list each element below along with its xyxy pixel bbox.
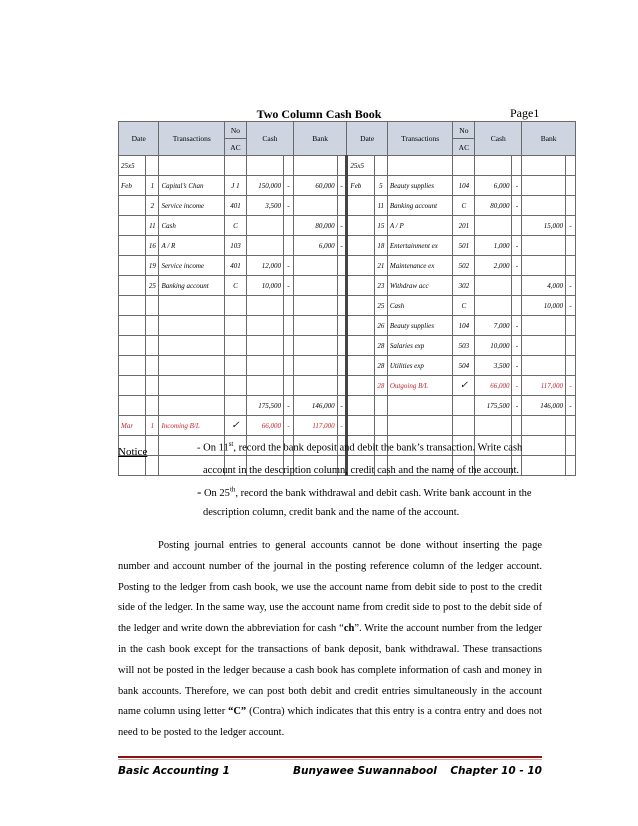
credit-bank-cents-cell <box>566 356 576 376</box>
credit-cash-amount-cell <box>475 156 512 176</box>
credit-description-cell: Beauty supplies <box>387 316 453 336</box>
credit-date-day-cell <box>374 396 387 416</box>
debit-bank-cents-cell <box>337 276 347 296</box>
debit-date-day-cell: 11 <box>146 216 159 236</box>
credit-bank-amount-cell <box>522 456 566 476</box>
debit-description-cell: A / R <box>159 236 225 256</box>
debit-bank-amount-cell <box>293 376 337 396</box>
credit-description-cell <box>387 416 453 436</box>
header-date-left: Date <box>119 122 159 156</box>
debit-ref-cell: C <box>225 276 247 296</box>
debit-date-month-cell <box>119 336 146 356</box>
credit-date-day-cell: 15 <box>374 216 387 236</box>
credit-bank-amount-cell <box>522 436 566 456</box>
debit-cash-amount-cell: 10,000 <box>246 276 283 296</box>
debit-bank-cents-cell: - <box>337 416 347 436</box>
debit-bank-cents-cell: - <box>337 216 347 236</box>
paragraph-bold-ch: ch <box>343 623 355 635</box>
debit-date-day-cell <box>146 376 159 396</box>
debit-cash-amount-cell <box>246 316 283 336</box>
footer-rule-light <box>118 759 542 760</box>
credit-cash-amount-cell <box>475 276 512 296</box>
debit-description-cell <box>159 316 225 336</box>
credit-bank-cents-cell <box>566 156 576 176</box>
debit-description-cell: Capital’s Chan <box>159 176 225 196</box>
debit-description-cell: Incoming B/L <box>159 416 225 436</box>
debit-bank-amount-cell <box>293 316 337 336</box>
debit-date-day-cell <box>146 436 159 456</box>
debit-cash-amount-cell <box>246 216 283 236</box>
credit-bank-cents-cell <box>566 436 576 456</box>
notice-item-2-start: On 25 <box>203 488 230 499</box>
debit-ref-cell <box>225 316 247 336</box>
debit-description-cell <box>159 376 225 396</box>
paragraph-part-2: ”. Write the account number from the ledger in the cash book except for the transactions of bank deposit, bank withdrawal. These transactions will not be posted in the ledger because a cash book has complete information of cash and money in bank accounts. Therefore, we can post both debit and credit entries simultaneously in the account name column using letter <box>118 623 542 718</box>
credit-bank-amount-cell <box>522 356 566 376</box>
debit-ref-cell: ✓ <box>225 416 247 436</box>
notice-item-1-start: - On 11 <box>197 442 229 454</box>
debit-date-day-cell <box>146 156 159 176</box>
credit-bank-cents-cell: - <box>566 396 576 416</box>
header-no-left: No <box>225 122 247 139</box>
debit-cash-amount-cell <box>246 236 283 256</box>
debit-ref-cell <box>225 156 247 176</box>
credit-date-month-cell <box>347 296 374 316</box>
credit-cash-cents-cell: - <box>512 336 522 356</box>
page-footer <box>118 765 542 781</box>
credit-bank-cents-cell: - <box>566 376 576 396</box>
debit-ref-cell <box>225 336 247 356</box>
debit-cash-cents-cell: - <box>284 196 294 216</box>
debit-cash-cents-cell: - <box>284 416 294 436</box>
credit-date-month-cell <box>347 196 374 216</box>
credit-date-month-cell <box>347 336 374 356</box>
credit-description-cell: A / P <box>387 216 453 236</box>
debit-cash-amount-cell <box>246 376 283 396</box>
credit-cash-cents-cell: - <box>512 176 522 196</box>
credit-bank-cents-cell <box>566 456 576 476</box>
debit-cash-cents-cell <box>284 336 294 356</box>
credit-ref-cell: C <box>453 196 475 216</box>
debit-date-month-cell <box>119 356 146 376</box>
debit-ref-cell: 103 <box>225 236 247 256</box>
debit-bank-amount-cell <box>293 256 337 276</box>
credit-ref-cell: C <box>453 296 475 316</box>
notice-item-2 <box>197 484 532 500</box>
credit-date-day-cell: 28 <box>374 376 387 396</box>
table-row <box>119 256 576 276</box>
paragraph-bold-c: “C” <box>228 706 247 718</box>
credit-cash-amount-cell: 175,500 <box>475 396 512 416</box>
debit-date-day-cell: 25 <box>146 276 159 296</box>
debit-cash-cents-cell <box>284 356 294 376</box>
debit-ref-cell: 401 <box>225 196 247 216</box>
credit-bank-amount-cell: 15,000 <box>522 216 566 236</box>
debit-bank-amount-cell <box>293 296 337 316</box>
credit-ref-cell: 104 <box>453 176 475 196</box>
debit-cash-amount-cell: 66,000 <box>246 416 283 436</box>
debit-cash-cents-cell <box>284 216 294 236</box>
credit-cash-cents-cell <box>512 416 522 436</box>
credit-ref-cell: 201 <box>453 216 475 236</box>
posting-paragraph <box>118 536 542 744</box>
debit-description-cell: Service income <box>159 256 225 276</box>
debit-cash-cents-cell <box>284 236 294 256</box>
credit-cash-cents-cell: - <box>512 396 522 416</box>
credit-date-day-cell: 21 <box>374 256 387 276</box>
debit-cash-cents-cell <box>284 156 294 176</box>
debit-description-cell: Cash <box>159 216 225 236</box>
debit-date-day-cell <box>146 296 159 316</box>
paragraph-part-3: (Contra) which indicates that this entry is a contra entry and does not need to be posted to the ledger account. <box>118 706 542 739</box>
credit-date-month-cell <box>347 376 374 396</box>
credit-date-month-cell: 25x5 <box>347 156 374 176</box>
debit-date-day-cell <box>146 316 159 336</box>
debit-bank-amount-cell <box>293 156 337 176</box>
credit-cash-cents-cell: - <box>512 256 522 276</box>
table-row <box>119 296 576 316</box>
credit-bank-amount-cell <box>522 336 566 356</box>
debit-description-cell <box>159 396 225 416</box>
footer-rule <box>118 756 542 758</box>
credit-bank-amount-cell: 10,000 <box>522 296 566 316</box>
debit-date-day-cell <box>146 336 159 356</box>
table-row <box>119 216 576 236</box>
credit-description-cell: Withdraw acc <box>387 276 453 296</box>
credit-bank-cents-cell: - <box>566 276 576 296</box>
credit-date-month-cell <box>347 356 374 376</box>
credit-description-cell: Salaries exp <box>387 336 453 356</box>
page-number: Page1 <box>510 106 540 120</box>
header-transactions-right: Transactions <box>387 122 453 156</box>
credit-cash-cents-cell <box>512 296 522 316</box>
credit-description-cell: Entertainment ex <box>387 236 453 256</box>
credit-ref-cell <box>453 396 475 416</box>
credit-cash-cents-cell: - <box>512 236 522 256</box>
debit-bank-cents-cell: - <box>337 176 347 196</box>
page-title: Two Column Cash Book <box>256 107 382 121</box>
credit-description-cell: Utilities exp <box>387 356 453 376</box>
debit-description-cell <box>159 336 225 356</box>
cash-book-table <box>118 121 576 476</box>
debit-date-month-cell: Feb <box>119 176 146 196</box>
debit-ref-cell <box>225 296 247 316</box>
table-row <box>119 276 576 296</box>
table-row <box>119 176 576 196</box>
debit-bank-amount-cell <box>293 276 337 296</box>
credit-cash-amount-cell <box>475 296 512 316</box>
credit-ref-cell: 504 <box>453 356 475 376</box>
credit-bank-amount-cell <box>522 236 566 256</box>
credit-cash-cents-cell <box>512 156 522 176</box>
debit-date-day-cell <box>146 456 159 476</box>
notice-item-1-line-2: account in the description column, credit cash and the name of the account. <box>203 465 520 476</box>
credit-ref-cell: 502 <box>453 256 475 276</box>
credit-bank-amount-cell: 4,000 <box>522 276 566 296</box>
debit-ref-cell <box>225 376 247 396</box>
header-date-right: Date <box>347 122 387 156</box>
credit-date-month-cell <box>347 236 374 256</box>
debit-cash-cents-cell <box>284 316 294 336</box>
notice-label: Notice <box>118 446 148 458</box>
credit-cash-amount-cell: 80,000 <box>475 196 512 216</box>
credit-date-day-cell <box>374 416 387 436</box>
debit-description-cell <box>159 156 225 176</box>
debit-cash-amount-cell <box>246 336 283 356</box>
credit-ref-cell: 104 <box>453 316 475 336</box>
debit-cash-amount-cell: 12,000 <box>246 256 283 276</box>
debit-bank-cents-cell <box>337 356 347 376</box>
notice-item-2-sup: th <box>229 485 236 494</box>
debit-bank-amount-cell: 80,000 <box>293 216 337 236</box>
credit-cash-cents-cell: - <box>512 316 522 336</box>
debit-ref-cell: J 1 <box>225 176 247 196</box>
credit-bank-cents-cell <box>566 236 576 256</box>
credit-description-cell: Banking account <box>387 196 453 216</box>
debit-bank-cents-cell <box>337 316 347 336</box>
credit-description-cell: Outgoing B/L <box>387 376 453 396</box>
debit-cash-cents-cell <box>284 296 294 316</box>
debit-bank-amount-cell: 146,000 <box>293 396 337 416</box>
table-row <box>119 416 576 436</box>
debit-cash-cents-cell <box>284 376 294 396</box>
credit-date-month-cell <box>347 216 374 236</box>
debit-ref-cell <box>225 356 247 376</box>
debit-date-month-cell <box>119 456 146 476</box>
footer-course: Basic Accounting 1 <box>118 765 230 777</box>
credit-ref-cell <box>453 156 475 176</box>
table-row <box>119 236 576 256</box>
credit-bank-cents-cell <box>566 256 576 276</box>
credit-date-day-cell: 28 <box>374 356 387 376</box>
credit-cash-amount-cell: 3,500 <box>475 356 512 376</box>
credit-date-day-cell: 11 <box>374 196 387 216</box>
credit-bank-amount-cell <box>522 256 566 276</box>
credit-date-month-cell <box>347 276 374 296</box>
notice-item-2-dash: - <box>197 484 202 499</box>
credit-bank-amount-cell: 146,000 <box>522 396 566 416</box>
credit-bank-cents-cell <box>566 416 576 436</box>
credit-ref-cell: 302 <box>453 276 475 296</box>
notice-item-1-end: , record the bank deposit and debit the bank’s transaction. Write cash <box>233 442 523 454</box>
credit-cash-amount-cell: 7,000 <box>475 316 512 336</box>
credit-cash-cents-cell: - <box>512 376 522 396</box>
credit-bank-cents-cell: - <box>566 216 576 236</box>
header-transactions-left: Transactions <box>159 122 225 156</box>
debit-date-day-cell: 19 <box>146 256 159 276</box>
header-no-right: No <box>453 122 475 139</box>
debit-cash-amount-cell <box>246 356 283 376</box>
credit-cash-amount-cell <box>475 216 512 236</box>
debit-description-cell: Banking account <box>159 276 225 296</box>
credit-date-month-cell <box>347 396 374 416</box>
credit-description-cell <box>387 156 453 176</box>
header-bank-left: Bank <box>293 122 347 156</box>
table-row <box>119 196 576 216</box>
debit-ref-cell: 401 <box>225 256 247 276</box>
debit-cash-cents-cell: - <box>284 276 294 296</box>
debit-cash-cents-cell: - <box>284 256 294 276</box>
debit-date-day-cell: 1 <box>146 176 159 196</box>
debit-bank-amount-cell: 60,000 <box>293 176 337 196</box>
credit-bank-amount-cell: 117,000 <box>522 376 566 396</box>
credit-bank-amount-cell <box>522 196 566 216</box>
table-row <box>119 376 576 396</box>
credit-ref-cell: 503 <box>453 336 475 356</box>
debit-cash-amount-cell <box>246 296 283 316</box>
debit-date-month-cell <box>119 396 146 416</box>
debit-ref-cell <box>225 396 247 416</box>
credit-date-month-cell <box>347 316 374 336</box>
notice-item-2-line-2: description column, credit bank and the name of the account. <box>203 507 460 518</box>
debit-bank-amount-cell <box>293 196 337 216</box>
debit-date-month-cell: 25x5 <box>119 156 146 176</box>
credit-ref-cell: ✓ <box>453 376 475 396</box>
credit-cash-amount-cell: 2,000 <box>475 256 512 276</box>
debit-date-day-cell: 2 <box>146 196 159 216</box>
credit-description-cell: Maintenance ex <box>387 256 453 276</box>
notice-item-1-sup: st <box>228 440 234 448</box>
debit-bank-cents-cell <box>337 156 347 176</box>
debit-bank-amount-cell: 117,000 <box>293 416 337 436</box>
debit-date-month-cell <box>119 196 146 216</box>
credit-bank-cents-cell <box>566 316 576 336</box>
debit-cash-cents-cell: - <box>284 176 294 196</box>
credit-cash-cents-cell: - <box>512 196 522 216</box>
credit-cash-amount-cell: 10,000 <box>475 336 512 356</box>
debit-date-month-cell <box>119 296 146 316</box>
table-row <box>119 316 576 336</box>
table-row <box>119 396 576 416</box>
header-cash-left: Cash <box>246 122 293 156</box>
debit-date-month-cell <box>119 256 146 276</box>
credit-date-day-cell: 26 <box>374 316 387 336</box>
debit-date-day-cell: 1 <box>146 416 159 436</box>
debit-bank-amount-cell: 6,000 <box>293 236 337 256</box>
table-row <box>119 336 576 356</box>
debit-cash-amount-cell: 3,500 <box>246 196 283 216</box>
debit-date-month-cell <box>119 236 146 256</box>
credit-bank-cents-cell <box>566 336 576 356</box>
debit-cash-cents-cell: - <box>284 396 294 416</box>
credit-bank-amount-cell <box>522 316 566 336</box>
debit-date-month-cell: Mar <box>119 416 146 436</box>
debit-bank-cents-cell <box>337 296 347 316</box>
credit-date-month-cell <box>347 416 374 436</box>
credit-date-month-cell: Feb <box>347 176 374 196</box>
debit-cash-amount-cell: 175,500 <box>246 396 283 416</box>
credit-date-day-cell <box>374 156 387 176</box>
debit-description-cell: Service income <box>159 196 225 216</box>
credit-date-day-cell: 25 <box>374 296 387 316</box>
header-ac-left: AC <box>225 139 247 156</box>
debit-cash-amount-cell <box>246 156 283 176</box>
credit-ref-cell: 501 <box>453 236 475 256</box>
credit-date-day-cell: 28 <box>374 336 387 356</box>
header-bank-right: Bank <box>522 122 576 156</box>
debit-bank-cents-cell: - <box>337 236 347 256</box>
credit-date-month-cell <box>347 256 374 276</box>
table-row <box>119 356 576 376</box>
paragraph-part-1: Posting journal entries to general accounts cannot be done without inserting the page number and account number of the journal in the posting reference column of the ledger account. Posting to the ledger from cash book, we use the account name from debit side to post to the credit side of the ledger. In the same way, use the account name from credit side to post to the debit side of the ledger and write down the abbreviation for cash “ <box>118 540 542 635</box>
footer-chapter: Chapter 10 - 10 <box>450 765 542 777</box>
header-cash-right: Cash <box>475 122 522 156</box>
credit-cash-amount-cell: 6,000 <box>475 176 512 196</box>
notice-item-1 <box>197 440 522 454</box>
credit-cash-amount-cell: 66,000 <box>475 376 512 396</box>
header-ac-right: AC <box>453 139 475 156</box>
credit-date-day-cell: 18 <box>374 236 387 256</box>
credit-ref-cell <box>453 416 475 436</box>
footer-author: Bunyawee Suwannabool <box>293 765 437 777</box>
debit-date-month-cell <box>119 276 146 296</box>
credit-cash-amount-cell <box>475 416 512 436</box>
debit-bank-amount-cell <box>293 356 337 376</box>
debit-date-month-cell <box>119 376 146 396</box>
credit-description-cell <box>387 396 453 416</box>
credit-description-cell: Cash <box>387 296 453 316</box>
credit-bank-cents-cell <box>566 176 576 196</box>
credit-description-cell: Beauty supplies <box>387 176 453 196</box>
credit-cash-cents-cell <box>512 216 522 236</box>
debit-date-day-cell <box>146 356 159 376</box>
debit-bank-cents-cell <box>337 376 347 396</box>
debit-date-day-cell <box>146 396 159 416</box>
credit-bank-cents-cell: - <box>566 296 576 316</box>
debit-cash-amount-cell: 150,000 <box>246 176 283 196</box>
notice-item-2-end: , record the bank withdrawal and debit cash. Write bank account in the <box>235 488 532 499</box>
credit-bank-amount-cell <box>522 416 566 436</box>
credit-cash-amount-cell: 1,000 <box>475 236 512 256</box>
debit-bank-cents-cell <box>337 196 347 216</box>
credit-bank-cents-cell <box>566 196 576 216</box>
debit-date-month-cell <box>119 216 146 236</box>
debit-bank-cents-cell <box>337 256 347 276</box>
debit-bank-cents-cell: - <box>337 396 347 416</box>
credit-date-day-cell: 5 <box>374 176 387 196</box>
debit-description-cell <box>159 356 225 376</box>
credit-bank-amount-cell <box>522 156 566 176</box>
debit-bank-cents-cell <box>337 336 347 356</box>
table-row <box>119 156 576 176</box>
credit-cash-cents-cell: - <box>512 356 522 376</box>
credit-cash-cents-cell <box>512 276 522 296</box>
debit-date-day-cell: 16 <box>146 236 159 256</box>
cash-book-body <box>119 156 576 476</box>
credit-date-day-cell: 23 <box>374 276 387 296</box>
credit-bank-amount-cell <box>522 176 566 196</box>
debit-bank-amount-cell <box>293 336 337 356</box>
debit-date-month-cell <box>119 316 146 336</box>
debit-description-cell <box>159 296 225 316</box>
debit-ref-cell: C <box>225 216 247 236</box>
